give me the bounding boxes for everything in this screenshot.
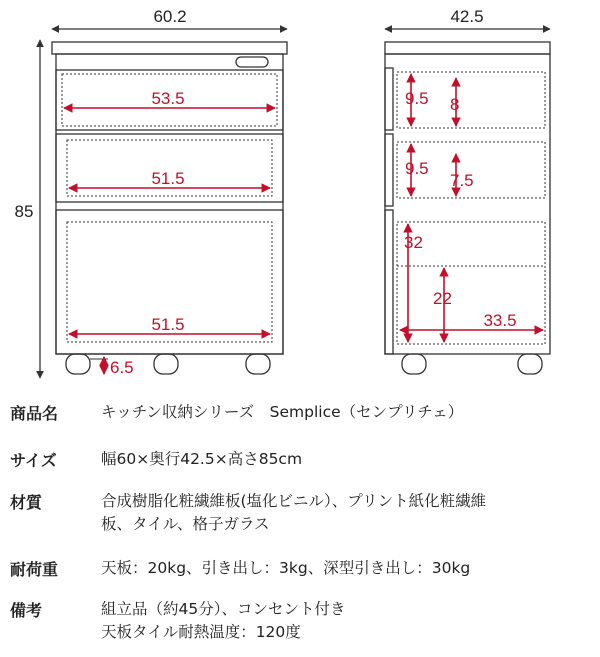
side-drawer-1-front (385, 68, 393, 130)
drawer2-width-label: 51.5 (151, 169, 185, 188)
front-height-label: 85 (14, 202, 34, 221)
spec-label: 耐荷重 (10, 560, 59, 579)
drawer2-inner-height-label: 7.5 (450, 171, 474, 190)
front-caster-right (246, 354, 270, 374)
front-drawer-2 (56, 134, 283, 202)
side-top-board (385, 42, 550, 54)
side-view (385, 29, 550, 374)
side-red-dims (400, 74, 543, 342)
front-caster-mid (154, 354, 178, 374)
drawer3-inner-height-label: 22 (433, 289, 452, 308)
spec-value: 合成樹脂化粧繊維板(塩化ビニル）、プリント紙化粧繊維 板、タイル、格子ガラス (101, 492, 487, 533)
drawer3-outer-height-label: 32 (404, 233, 423, 252)
drawer2-outer-height-label: 9.5 (405, 159, 429, 178)
side-depth-label: 42.5 (450, 7, 484, 26)
caster-clearance-label: 6.5 (110, 358, 134, 377)
spec-value: キッチン収納シリーズ Semplice（センプリチェ） (101, 403, 464, 421)
spec-value: 組立品（約45分）、コンセント付き 天板タイル耐熱温度：120度 (101, 600, 346, 641)
spec-value: 天板：20kg、引き出し：3kg、深型引き出し：30kg (101, 559, 471, 577)
spec-label: 備考 (10, 601, 43, 620)
drawer1-outer-height-label: 9.5 (405, 89, 429, 108)
side-caster-right (518, 354, 542, 374)
inner-depth-label: 33.5 (483, 311, 517, 330)
front-red-dims (64, 108, 275, 374)
front-width-label: 60.2 (153, 7, 187, 26)
spec-label: サイズ (10, 451, 57, 470)
drawer1-inner-height-label: 8 (450, 95, 460, 114)
side-caster-left (402, 354, 426, 374)
spec-value: 幅60×奥行42.5×高さ85cm (101, 450, 303, 468)
side-drawer-3-front (385, 210, 393, 354)
side-drawer-2-front (385, 134, 393, 206)
spec-label: 商品名 (10, 404, 59, 423)
drawer1-width-label: 53.5 (151, 89, 185, 108)
outlet-icon (236, 57, 268, 67)
spec-label: 材質 (10, 493, 43, 512)
front-top-board (52, 42, 287, 54)
drawer3-width-label: 51.5 (151, 315, 185, 334)
front-caster-left (66, 354, 90, 374)
